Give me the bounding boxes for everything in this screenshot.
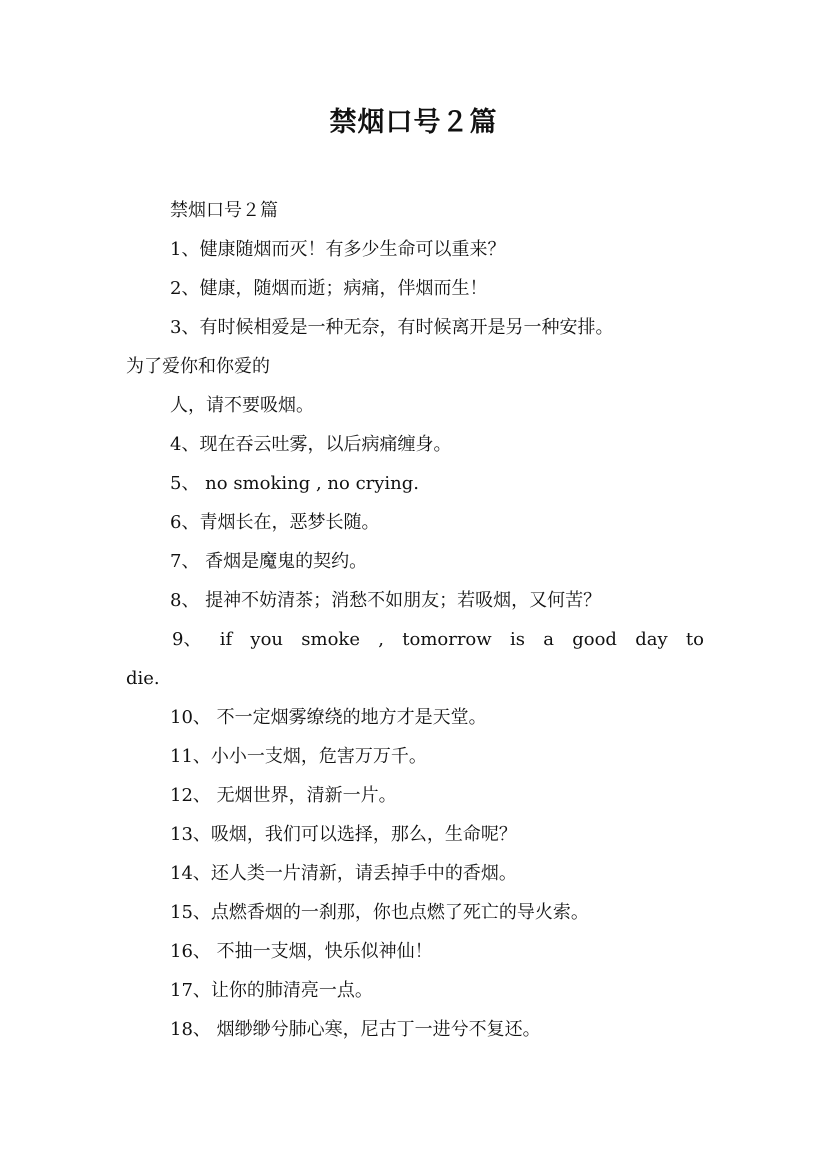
slogan-9-word: good — [572, 629, 617, 650]
slogan-18: 18、 烟缈缈兮肺心寒，尼古丁一进兮不复还。 — [170, 1019, 541, 1040]
slogan-10: 10、 不一定烟雾缭绕的地方才是天堂。 — [170, 707, 487, 728]
slogan-1: 1、健康随烟而灭！有多少生命可以重来？ — [170, 239, 506, 260]
slogan-4: 4、现在吞云吐雾，以后病痛缠身。 — [170, 434, 452, 455]
slogan-7: 7、 香烟是魔鬼的契约。 — [170, 551, 368, 572]
slogan-9-word: you — [250, 629, 284, 650]
slogan-9-word: is — [509, 629, 525, 650]
slogan-9-word: to — [685, 629, 704, 650]
document-title: 禁烟口号２篇 — [329, 107, 498, 138]
slogan-15: 15、点燃香烟的一刹那，你也点燃了死亡的导火索。 — [170, 902, 589, 923]
slogan-14: 14、还人类一片清新，请丢掉手中的香烟。 — [170, 863, 517, 884]
slogan-9-line-1 — [172, 627, 704, 653]
slogan-9-word: a — [543, 629, 554, 650]
slogan-9-word: , — [378, 629, 384, 650]
slogan-11: 11、小小一支烟，危害万万千。 — [170, 746, 427, 767]
document-subtitle: 禁烟口号２篇 — [170, 200, 278, 221]
slogan-2: 2、健康，随烟而逝；病痛，伴烟而生！ — [170, 278, 488, 299]
slogan-3-line-3: 人，请不要吸烟。 — [170, 395, 314, 416]
slogan-3-line-1: 3、有时候相爱是一种无奈，有时候离开是另一种安排。 — [170, 317, 614, 338]
slogan-9-word: if — [219, 629, 233, 650]
slogan-13: 13、吸烟，我们可以选择，那么，生命呢？ — [170, 824, 517, 845]
slogan-9-word: day — [635, 629, 668, 650]
slogan-6: 6、青烟长在，恶梦长随。 — [170, 512, 380, 533]
slogan-9-line-2: die. — [126, 668, 160, 689]
slogan-3-line-2: 为了爱你和你爱的 — [126, 356, 270, 377]
slogan-9-word: smoke — [301, 629, 360, 650]
slogan-5: 5、 no smoking , no crying. — [170, 473, 420, 494]
slogan-9-word: 9、 — [172, 629, 202, 650]
slogan-17: 17、让你的肺清亮一点。 — [170, 980, 373, 1001]
slogan-12: 12、 无烟世界，清新一片。 — [170, 785, 397, 806]
slogan-9-word: tomorrow — [402, 629, 492, 650]
slogan-16: 16、 不抽一支烟，快乐似神仙！ — [170, 941, 433, 962]
slogan-8: 8、 提神不妨清茶；消愁不如朋友；若吸烟，又何苦？ — [170, 590, 602, 611]
